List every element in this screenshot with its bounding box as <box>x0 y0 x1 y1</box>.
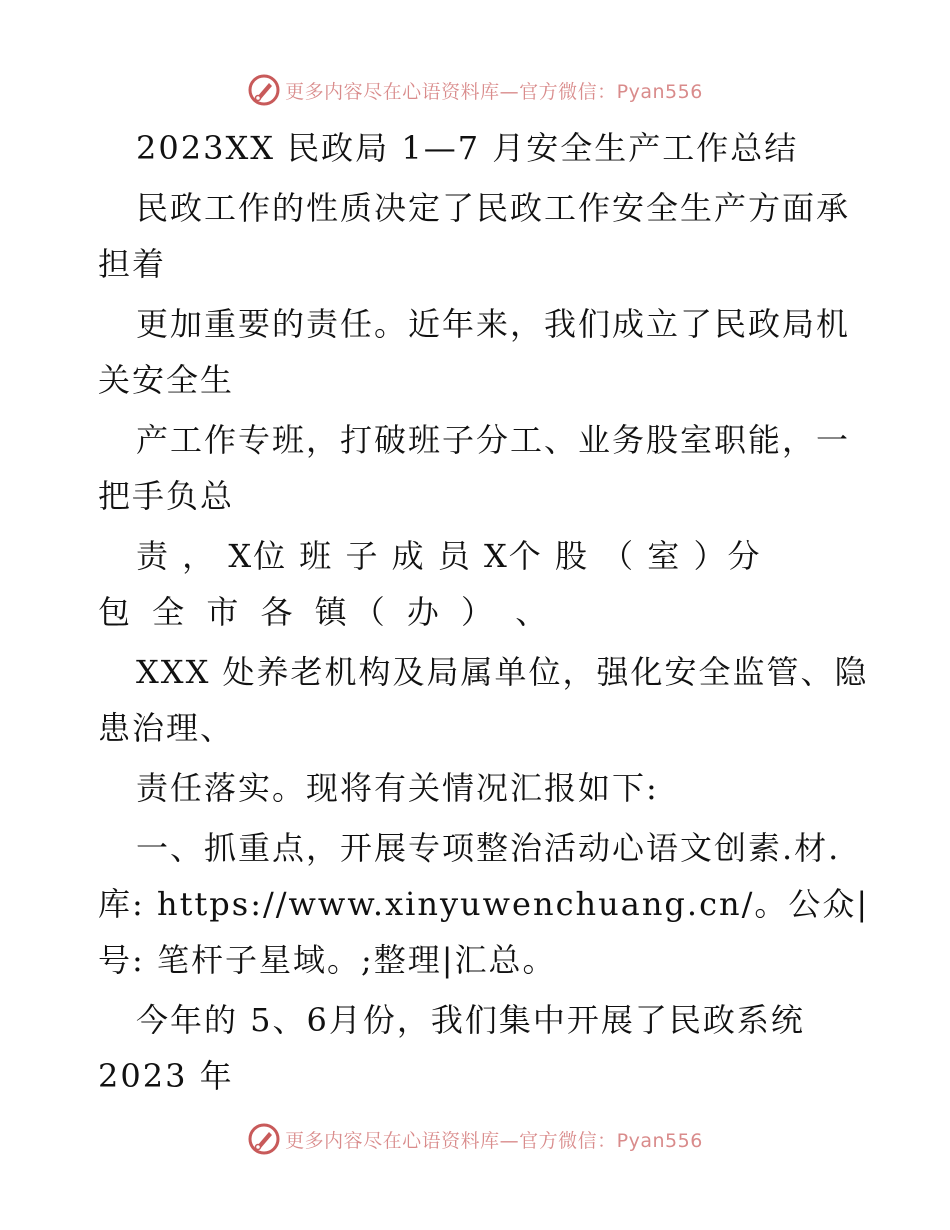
paragraph-line: 患治理、 <box>98 709 235 747</box>
paragraph-line: 一、抓重点，开展专项整治活动心语文创素.材. <box>136 829 841 867</box>
paragraph-line: 责任落实。现将有关情况汇报如下: <box>136 769 659 807</box>
watermark-header <box>0 70 950 110</box>
watermark-text: 更多内容尽在心语资料库—官方微信：Pyan556 <box>285 80 703 103</box>
watermark-footer <box>0 1119 950 1159</box>
pen-seal-icon <box>247 1122 281 1156</box>
paragraph-line: 把手负总 <box>98 477 235 515</box>
pen-seal-icon <box>247 73 281 107</box>
paragraph-line: 今年的 5、6月份，我们集中开展了民政系统 <box>136 1001 805 1039</box>
document-title: 2023XX 民政局 1—7 月安全生产工作总结 <box>136 129 799 167</box>
paragraph-line: 2023 年 <box>98 1057 234 1095</box>
paragraph-line: 产工作专班，打破班子分工、业务股室职能，一 <box>136 421 851 459</box>
paragraph-line: XXX 处养老机构及局属单位，强化安全监管、隐 <box>136 653 869 691</box>
paragraph-line: 号: 笔杆子星域。;整理|汇总。 <box>98 941 557 979</box>
watermark-text: 更多内容尽在心语资料库—官方微信：Pyan556 <box>285 1129 703 1152</box>
paragraph-line: 关安全生 <box>98 361 235 399</box>
paragraph-line: 更加重要的责任。近年来，我们成立了民政局机 <box>136 305 851 343</box>
paragraph-line: 库: https://www.xinyuwenchuang.cn/。公众| <box>98 885 870 923</box>
paragraph-line: 担着 <box>98 245 167 283</box>
paragraph-line: 民政工作的性质决定了民政工作安全生产方面承 <box>136 189 851 227</box>
paragraph-line: 包 全 市 各 镇（ 办 ） 、 <box>98 593 554 631</box>
paragraph-line: 责 ， X位 班 子 成 员 X个 股 （ 室 ）分 <box>136 537 762 575</box>
